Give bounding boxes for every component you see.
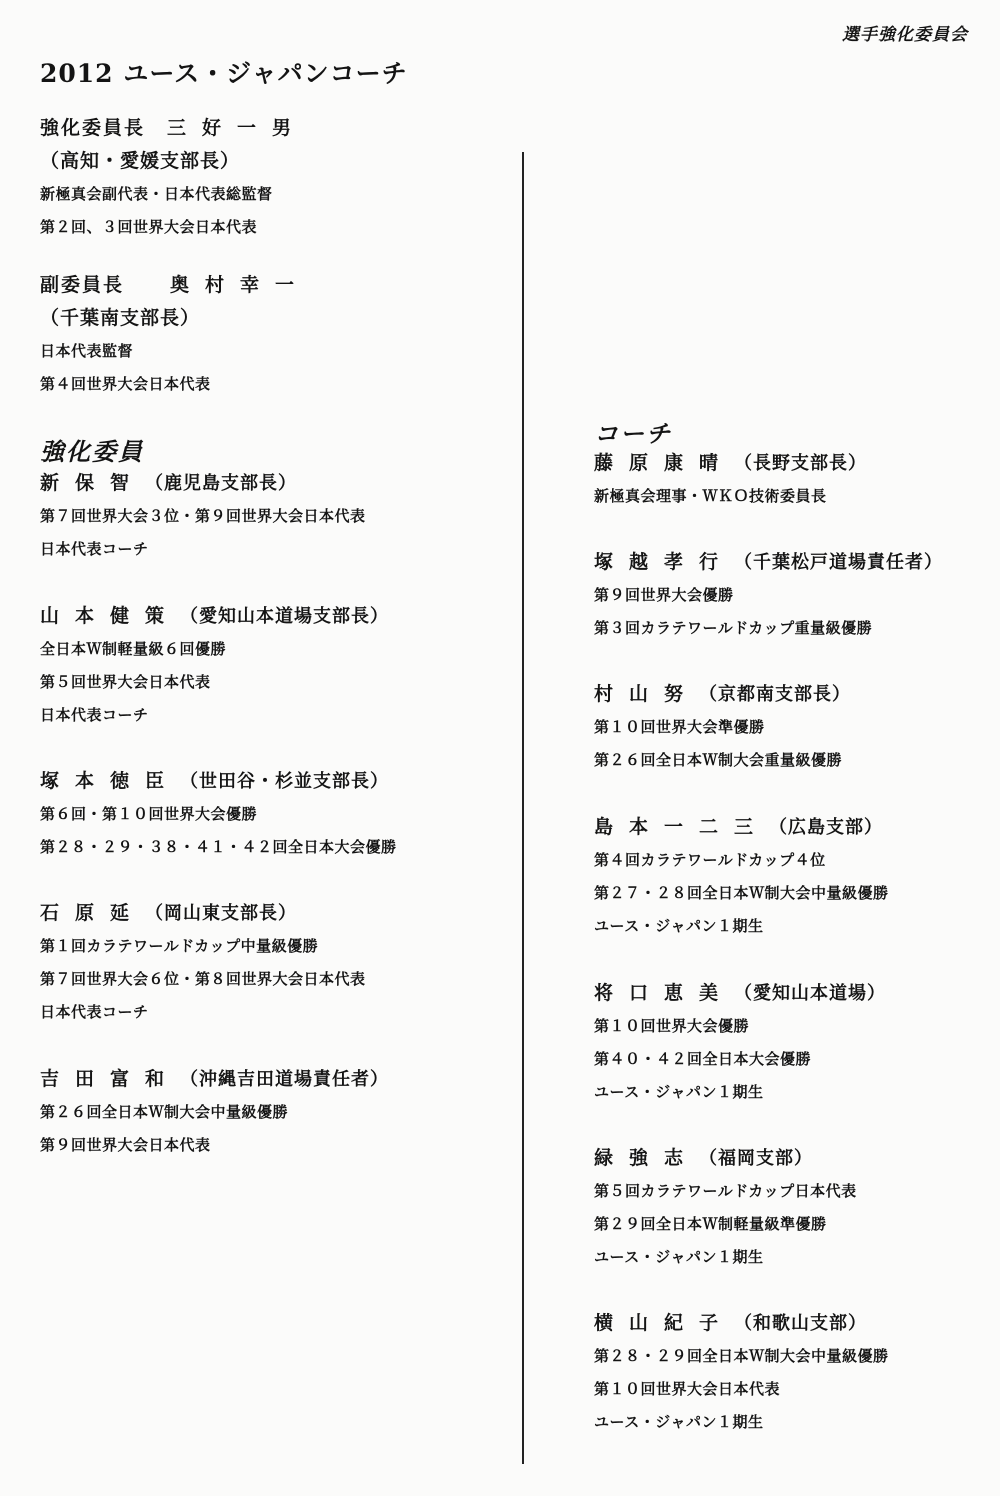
coach-name: 将口恵美 (594, 982, 735, 1004)
member-detail: 全日本Ｗ制軽量級６回優勝 (40, 640, 227, 658)
member-name: 山本健策 (40, 605, 181, 627)
chairman-entry (40, 112, 307, 244)
vice-chairman-detail: 日本代表監督 (40, 342, 134, 360)
chairman-branch: （高知・愛媛支部長） (40, 150, 241, 172)
member-branch: （世田谷・杉並支部長） (180, 771, 390, 792)
member-detail: 第５回世界大会日本代表 (40, 673, 211, 691)
vice-chairman-entry (40, 269, 310, 401)
coach-detail: 第２９回全日本Ｗ制軽量級準優勝 (594, 1215, 827, 1233)
coach-branch: （和歌山支部） (734, 1313, 868, 1334)
vice-chairman-role: 副委員長 (40, 274, 125, 296)
coach-entry (594, 1307, 889, 1439)
coach-branch: （長野支部長） (734, 453, 868, 474)
member-detail: 第７回世界大会６位・第８回世界大会日本代表 (40, 970, 366, 988)
chairman-role: 強化委員長 (40, 117, 146, 139)
coach-detail: 第３回カラテワールドカップ重量級優勝 (594, 619, 873, 637)
member-name: 新保智 (40, 472, 146, 494)
title-text: ユース・ジャパンコーチ (123, 59, 408, 88)
member-detail: 日本代表コーチ (40, 540, 149, 558)
coach-detail: ユース・ジャパン１期生 (594, 1248, 764, 1266)
coach-entry (594, 447, 867, 513)
member-branch: （鹿児島支部長） (145, 473, 298, 494)
coach-branch: （福岡支部） (699, 1148, 814, 1169)
coach-branch: （広島支部） (769, 817, 884, 838)
header-label: 選手強化委員会 (842, 25, 968, 45)
title-year: 2012 (40, 59, 114, 88)
vice-chairman-detail: 第４回世界大会日本代表 (40, 375, 211, 393)
coach-name: 塚越孝行 (594, 551, 735, 573)
coach-detail: 第９回世界大会優勝 (594, 586, 734, 604)
coaches-heading: コーチ (594, 420, 672, 448)
coach-detail: 第２７・２８回全日本Ｗ制大会中量級優勝 (594, 884, 889, 902)
chairman-detail: 第２回、３回世界大会日本代表 (40, 218, 258, 236)
coach-detail: 新極真会理事・ＷＫＯ技術委員長 (594, 487, 827, 505)
coach-name: 村山努 (594, 683, 700, 705)
member-name: 塚本徳臣 (40, 770, 181, 792)
member-detail: 第９回世界大会日本代表 (40, 1136, 211, 1154)
member-branch: （愛知山本道場支部長） (180, 606, 390, 627)
coach-detail: 第１０回世界大会優勝 (594, 1017, 750, 1035)
coach-entry (594, 1142, 857, 1274)
coach-name: 藤原康晴 (594, 452, 735, 474)
member-name: 吉田富和 (40, 1068, 181, 1090)
member-branch: （岡山東支部長） (145, 903, 298, 924)
member-name: 石原延 (40, 902, 146, 924)
coach-name: 横山紀子 (594, 1312, 735, 1334)
coach-detail: ユース・ジャパン１期生 (594, 1083, 764, 1101)
member-detail: 日本代表コーチ (40, 1003, 149, 1021)
vice-chairman-branch: （千葉南支部長） (40, 307, 201, 329)
coach-branch: （京都南支部長） (699, 684, 852, 705)
member-detail: 第７回世界大会３位・第９回世界大会日本代表 (40, 507, 366, 525)
member-entry (40, 765, 397, 864)
member-detail: 第２６回全日本Ｗ制大会中量級優勝 (40, 1103, 289, 1121)
column-divider (522, 152, 524, 1464)
member-entry (40, 1063, 389, 1162)
member-detail: 日本代表コーチ (40, 706, 149, 724)
coach-detail: 第１０回世界大会日本代表 (594, 1380, 781, 1398)
coach-branch: （千葉松戸道場責任者） (734, 552, 944, 573)
member-detail: 第２８・２９・３８・４１・４２回全日本大会優勝 (40, 838, 397, 856)
member-entry (40, 600, 389, 732)
coach-entry (594, 546, 943, 645)
coach-entry (594, 811, 889, 943)
member-entry (40, 897, 366, 1029)
chairman-detail: 新極真会副代表・日本代表総監督 (40, 185, 273, 203)
vice-chairman-name: 奥村幸一 (170, 274, 311, 296)
committee-heading: 強化委員 (40, 438, 144, 466)
member-detail: 第１回カラテワールドカップ中量級優勝 (40, 937, 319, 955)
coach-name: 島本一二三 (594, 816, 770, 838)
coach-entry (594, 678, 851, 777)
coach-detail: 第４０・４２回全日本大会優勝 (594, 1050, 812, 1068)
coach-detail: 第１０回世界大会準優勝 (594, 718, 765, 736)
coach-detail: 第２８・２９回全日本Ｗ制大会中量級優勝 (594, 1347, 889, 1365)
coach-detail: ユース・ジャパン１期生 (594, 1413, 764, 1431)
coach-entry (594, 977, 886, 1109)
coach-name: 緑強志 (594, 1147, 700, 1169)
page-title (40, 54, 408, 90)
chairman-name: 三好一男 (167, 117, 308, 139)
member-detail: 第６回・第１０回世界大会優勝 (40, 805, 258, 823)
coach-detail: ユース・ジャパン１期生 (594, 917, 764, 935)
coach-detail: 第５回カラテワールドカップ日本代表 (594, 1182, 857, 1200)
coach-detail: 第２６回全日本Ｗ制大会重量級優勝 (594, 751, 843, 769)
coach-branch: （愛知山本道場） (734, 983, 887, 1004)
member-branch: （沖縄吉田道場責任者） (180, 1069, 390, 1090)
member-entry (40, 467, 366, 566)
coach-detail: 第４回カラテワールドカップ４位 (594, 851, 826, 869)
